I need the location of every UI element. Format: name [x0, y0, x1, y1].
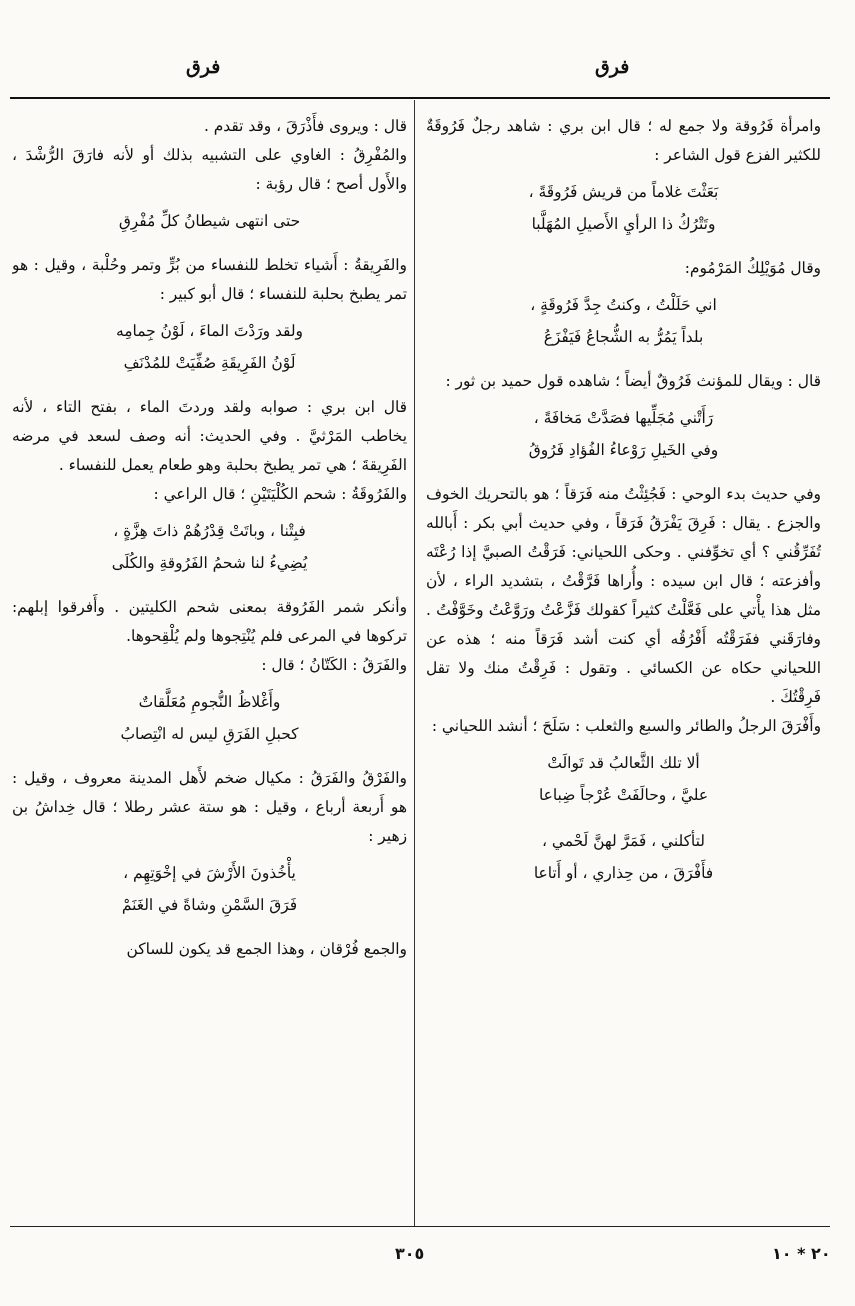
verse-block — [12, 686, 407, 750]
footer-rule — [10, 1226, 830, 1227]
entry-paragraph: قال ابن بري : صوابه ولقد وردتَ الماء ، بفتح التاء ، لأنه يخاطب المَرْثيَّ . وفي الحديث: أنه وصف لسعد في مرضه الفَرِيقةَ ؛ هي تمر يطبخ بحلبة وهو طعام يعمل للنفساء . — [12, 398, 407, 474]
column-divider — [414, 100, 415, 1226]
header-word-right: فرق — [595, 56, 630, 78]
verse-line: فبِتْنا ، وباتَتْ قِدْرُهُمْ ذاتَ هِزَّةٍ ، — [113, 522, 306, 540]
verse-block — [426, 747, 821, 811]
entry-paragraph: والمُفْرِقُ : الغاوي على التشبيه بذلك أو لأنه فارَقَ الرُّشْدَ ، والأَول أصح ؛ قال رؤبة : — [12, 146, 407, 193]
verse-line: فَرَقَ السَّمْنِ وشاةً في الغَنَمْ — [121, 896, 298, 914]
header-word-left: فرق — [186, 56, 221, 78]
page-number: ٣٠٥ — [395, 1244, 425, 1263]
verse-block — [426, 402, 821, 466]
verse-block — [12, 205, 407, 237]
entry-paragraph: وفي حديث بدء الوحي : فَجُئِثْتُ منه فَرَقاً ؛ هو بالتحريك الخوف والجزع . يقال : فَرِقَ يَفْرَقُ فَرَقاً ، وفي حديث أبي بكر : أَبالله تُفَرِّقُني ؟ أي تخوِّفني . وحكى اللحياني: فَرَقْتُ الصبيَّ إذا رُعْتَه وأفزعته ؛ قال ابن سيده : وأُراها فَرَّقْتُ ، بتشديد الراء ، لأن مثل هذا يأْتي على فَعَّلْتُ كثيراً كقولك فَزَّعْتُ ورَوَّعْتُ وخَوَّفْتُ . وفارَقَني ففَرَقْتُه أَفْرُقُه أي كنت أشد فَرَقاً منه ؛ هذه عن اللحياني حكاه عن الكسائي . وتقول : فَرِقْتُ منك ولا تقل فَرِقْتُكَ . — [426, 485, 821, 706]
verse-line: ألا تلك الثَّعالبُ قد تَوالَتْ — [547, 754, 700, 772]
entry-paragraph: وقال مُوَيْلِكُ المَرْمُوم: — [684, 259, 821, 277]
verse-line: يأْخُذونَ الأَرْشَ في إخْوَتِهِم ، — [123, 864, 296, 882]
right-column — [426, 112, 821, 1222]
verse-line: ولقد ورَدْتَ الماءَ ، لَوْنُ جِمامِه — [116, 322, 303, 340]
entry-paragraph: وأنكر شمر الفَرُوقة بمعنى شحم الكليتين . وأَفرقوا إبلهم: تركوها في المرعى فلم يُنْتِجوها ولم يُلْقِحوها. — [12, 598, 407, 645]
verse-line: اني حَلَلْتُ ، وكنتُ جِدَّ فَرُوقَةٍ ، — [530, 296, 717, 314]
verse-line: فأَفْرَقَ ، من حِذاري ، أو أَتاعا — [533, 864, 714, 882]
entry-paragraph: والفَرُوقَةُ : شحم الكُلْيَتَيْنِ ؛ قال الراعي : — [153, 485, 407, 503]
verse-line: يُضِيءُ لنا شحمُ الفَرُوقةِ والكُلَى — [111, 554, 308, 572]
verse-block — [426, 176, 821, 240]
entry-paragraph: وأَفْرَقَ الرجلُ والطائر والسبع والثعلب : سَلَحَ ؛ أنشد اللحياني : — [431, 717, 821, 735]
verse-line: لتأكلني ، فَمَرَّ لهنَّ لَحْمي ، — [542, 832, 705, 850]
verse-block — [426, 289, 821, 353]
verse-block — [12, 515, 407, 579]
entry-paragraph: قال : ويروى فأَذْرَقَ ، وقد تقدم . — [203, 117, 407, 135]
verse-block — [12, 857, 407, 921]
signature-mark: ٢٠ * ١٠ — [772, 1244, 831, 1263]
verse-block — [426, 825, 821, 889]
entry-paragraph: قال : ويقال للمؤنث فَرُوقٌ أيضاً ؛ شاهده قول حميد بن ثور : — [445, 372, 821, 390]
entry-paragraph: والفَرْقُ والفَرَقُ : مكيال ضخم لأَهل المدينة معروف ، وقيل : هو أَربعة أرباع ، وقيل : هو ستة عشر رطلا ؛ قال خِداشُ بن زهير : — [12, 769, 407, 845]
entry-paragraph: والفَرِيقةُ : أَشياء تخلط للنفساء من بُرٍّ وتمر وحُلْبة ، وقيل : هو تمر يطبخ بحلبة للنفساء ؛ قال أبو كبير : — [12, 256, 407, 303]
entry-paragraph: والجمع فُرْقان ، وهذا الجمع قد يكون للساكن — [126, 940, 407, 958]
verse-line: كحبلِ الفَرَقِ ليس له انْتِصابُ — [120, 725, 299, 743]
verse-line: بلداً يَمُرُّ به الشُّجاعُ فَيَفْزَعُ — [543, 328, 704, 346]
verse-line: رَأَتْني مُجَلِّيها فصَدَّتْ مَخافَةً ، — [533, 409, 714, 427]
header-rule — [10, 97, 830, 99]
verse-line: وتَتْرُكُ ذا الرأيِ الأَصيلِ المُهَلَّبا — [531, 215, 716, 233]
verse-line: وفي الخَيلِ رَوْعاءُ الفُؤادِ فَرُوقُ — [528, 441, 719, 459]
verse-block — [12, 315, 407, 379]
left-column — [12, 112, 407, 1222]
entry-paragraph: وامرأة فَرُوقة ولا جمع له ؛ قال ابن بري : شاهد رجلٌ فَرُوقَةٌ للكثير الفزع قول الشاعر : — [426, 117, 821, 164]
entry-paragraph: والفَرَقُ : الكَتّانُ ؛ قال : — [261, 656, 407, 674]
verse-line: لَوْنُ الفَرِيقَةِ صُفِّيَتْ للمُدْنَفِ — [123, 354, 296, 372]
verse-line: بَعَثْتَ غلاماً من قريش فَرُوقَةً ، — [528, 183, 719, 201]
verse-line: وأَغْلاظُ النُّجومِ مُعَلَّقاتٌ — [138, 693, 281, 711]
verse-line: عليَّ ، وحالَفَتْ عُرْجاً ضِباعا — [538, 786, 709, 804]
verse-line: حتى انتهى شيطانُ كلِّ مُفْرِقِ — [118, 212, 301, 230]
